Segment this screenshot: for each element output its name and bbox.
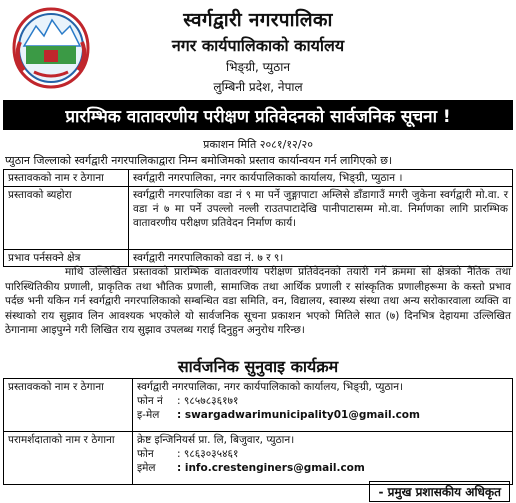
address-line-2: लुम्बिनी प्रदेश, नेपाल [213, 80, 303, 94]
proposal-table [3, 169, 513, 267]
table-row [4, 379, 513, 432]
municipality-name: स्वर्गद्वारी नगरपालिका [183, 9, 333, 31]
table-row [4, 432, 513, 485]
email-value: : info.crestenginers@gmail.com [177, 462, 365, 474]
row-label: प्रस्तावको ब्यहोरा [4, 187, 129, 250]
contact-label: प्रस्तावकको नाम र ठेगाना [4, 379, 133, 432]
contact-details [133, 432, 513, 485]
row-label: प्रभाव पर्नसक्ने क्षेत्र [4, 250, 129, 267]
contact-phone-line [137, 447, 508, 461]
table-row [4, 250, 513, 267]
contact-name: क्रेष्ट इन्जिनियर्स प्रा. लि, बिजुवार, प्युठान। [137, 434, 295, 446]
email-label: इ-मेल [137, 409, 160, 421]
contact-table [3, 378, 513, 485]
contact-name: स्वर्गद्वारी नगरपालिका, नगर कार्यपालिकाको कार्यालय, भिङ्ग्री, प्युठान। [137, 381, 404, 393]
table-row [4, 187, 513, 250]
header [0, 0, 516, 100]
email-label: इमेल [137, 462, 156, 474]
phone-value: : ९८५७८३६१७१ [177, 395, 239, 407]
row-value: स्वर्गद्वारी नगरपालिकाको वडा नं. ७ र ९। [129, 250, 513, 267]
phone-value: : ९८६३०३५४६१ [177, 448, 239, 460]
signatory: - प्रमुख प्रशासकीय अधिकृत [369, 481, 510, 502]
publication-date: प्रकाशन मिति २०८१/१२/२० [203, 138, 313, 151]
notice-title: प्रारम्भिक वातावरणीय परीक्षण प्रतिवेदनको सार्वजनिक सूचना ! [3, 100, 513, 130]
address-line-1: भिङ्ग्री, प्युठान [225, 60, 290, 74]
contact-email-line [137, 461, 508, 475]
contact-email-line [137, 408, 508, 422]
row-label: प्रस्तावकको नाम र ठेगाना [4, 170, 129, 187]
table-row [4, 170, 513, 187]
phone-label: फोन [137, 448, 154, 460]
office-name: नगर कार्यपालिकाको कार्यालय [171, 36, 345, 55]
email-value: : swargadwarimunicipality01@gmail.com [177, 409, 420, 421]
phone-label: फोन नं [137, 395, 163, 407]
contact-label: परामर्शदाताको नाम र ठेगाना [4, 432, 133, 485]
intro-text: प्युठान जिल्लाको स्वर्गद्वारी नगरपालिकाद्वारा निम्न बमोजिमको प्रस्ताव कार्यान्वयन गर्न लागिएको छ। [5, 154, 393, 167]
body-paragraph: माथि उल्लिखित प्रस्तावको प्रारम्भिक वातावरणीय परीक्षण प्रतिवेदनको तयारी गर्ने क्रममा सो क्षेत्रको नैतिक तथा पारिस्थितिकीय प्रणाली, प्राकृतिक तथा भौतिक प्रणाली, सामाजिक तथा आर्थिक प्रणाली र सांस्कृतिक प्रणालीहरूमा के कस्तो प्रभाव पर्दछ भनी यकिन गर्न स्वर्गद्वारी नगरपालिकाको सम्बन्धित वडा समिति, वन, विद्यालय, स्वास्थ्य संस्था तथा अन्य सरोकारवाला व्यक्ति वा संस्थाको राय सुझाव लिन आवश्यक भएकोले यो सार्वजनिक सूचना प्रकाशन भएको मितिले सात (७) दिनभित्र देहायमा उल्लिखित ठेगानामा आइपुग्ने गरी लिखित राय सुझाव उपलब्ध गराई दिनुहुन अनुरोध गरिन्छ। [5, 266, 511, 336]
hearing-title: सार्वजनिक सुनुवाइ कार्यक्रम [177, 357, 339, 376]
row-value: स्वर्गद्वारी नगरपालिका, नगर कार्यपालिकाको कार्यालय, भिङ्ग्री, प्युठान । [129, 170, 513, 187]
contact-details [133, 379, 513, 432]
contact-phone-line [137, 394, 508, 408]
row-value: स्वर्गद्वारी नगरपालिका वडा नं ९ मा पर्ने जुङ्गापाटा अम्लिसे डाँडागाउँ मगरी जुकेना स्वर्गद्वारी मो.वा. र वडा नं ७ मा पर्ने उपल्लो नल्ली राउतपाटादेखि पानीपाटासम्म मो.वा. निर्माणका लागि प्रारम्भिक वातावरणीय परीक्षण प्रतिवेदन निर्माण कार्य। [129, 187, 513, 250]
